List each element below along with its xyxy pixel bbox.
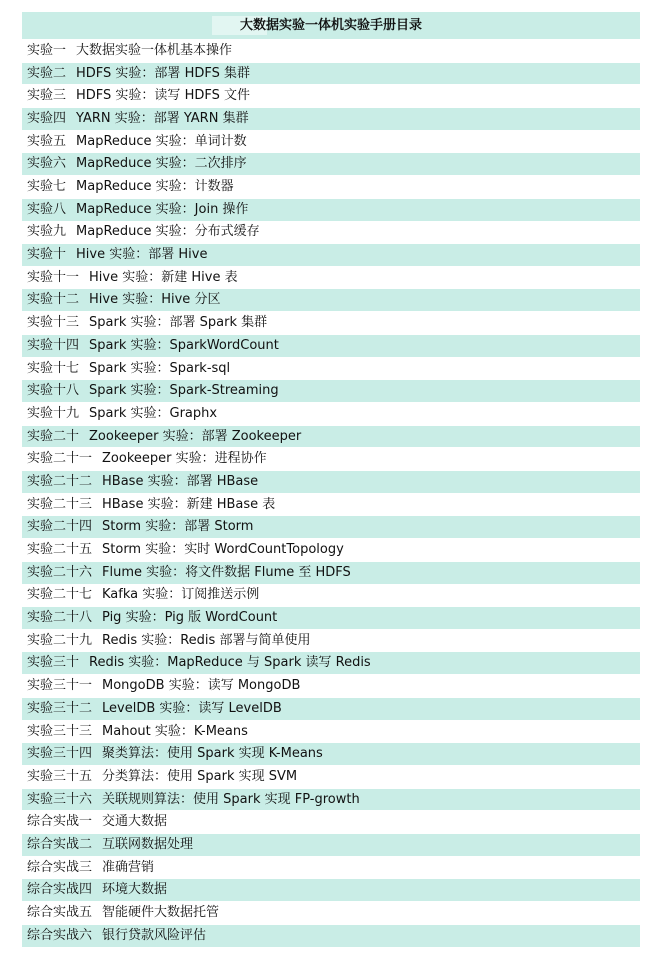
toc-row-text: Mahout 实验：K-Means (102, 723, 248, 739)
toc-row-number: 实验十四 (27, 337, 80, 353)
toc-row (22, 108, 640, 130)
toc-row (22, 471, 640, 493)
toc-row-text: HBase 实验：部署 HBase (102, 473, 259, 489)
toc-row-text: 聚类算法：使用 Spark 实现 K-Means (102, 746, 323, 762)
toc-row-text: MapReduce 实验：单词计数 (76, 133, 247, 149)
toc-row-number: 实验九 (27, 224, 67, 240)
toc-row (22, 380, 640, 402)
toc-row-number: 实验十八 (27, 383, 80, 399)
toc-row-text: 智能硬件大数据托管 (102, 905, 220, 921)
toc-row-text: Spark 实验：Spark-Streaming (89, 383, 279, 399)
toc-row-number: 实验六 (27, 156, 67, 172)
toc-row-text: Spark 实验：SparkWordCount (89, 337, 279, 353)
toc-row-text: Zookeeper 实验：部署 Zookeeper (89, 428, 302, 444)
toc-row-text: 互联网数据处理 (102, 836, 194, 852)
toc-row-number: 实验七 (27, 179, 67, 195)
toc-row-number: 实验二十 (27, 428, 80, 444)
toc-row-number: 综合实战一 (27, 814, 93, 830)
toc-row-text: LevelDB 实验：读写 LevelDB (102, 700, 282, 716)
toc-row (22, 630, 640, 652)
toc-row-text: 分类算法：使用 Spark 实现 SVM (102, 768, 298, 784)
toc-row (22, 335, 640, 357)
toc-row-text: HBase 实验：新建 HBase 表 (102, 496, 276, 512)
toc-row-number: 实验二十七 (27, 587, 93, 603)
toc-row-text: MapReduce 实验：分布式缓存 (76, 224, 260, 240)
toc-row-number: 综合实战三 (27, 859, 93, 875)
toc-row (22, 834, 640, 856)
toc-row (22, 721, 640, 743)
toc-row-number: 实验二十三 (27, 496, 93, 512)
toc-row-text: Zookeeper 实验：进程协作 (102, 451, 267, 467)
toc-row-text: HDFS 实验：读写 HDFS 文件 (76, 88, 250, 104)
toc-row-number: 实验十三 (27, 315, 80, 331)
toc-row-text: Hive 实验：新建 Hive 表 (89, 269, 238, 285)
toc-row-text: 银行贷款风险评估 (102, 927, 207, 943)
toc-row-number: 实验八 (27, 201, 67, 217)
toc-row-number: 综合实战五 (27, 905, 93, 921)
toc-row (22, 539, 640, 561)
toc-row-number: 实验五 (27, 133, 67, 149)
toc-row-number: 综合实战六 (27, 927, 93, 943)
toc-row (22, 743, 640, 765)
page-title: 大数据实验一体机实验手册目录 (239, 18, 422, 33)
toc-row-text: Kafka 实验：订阅推送示例 (102, 587, 260, 603)
toc-row (22, 607, 640, 629)
toc-row-number: 实验四 (27, 110, 67, 126)
toc-row (22, 267, 640, 289)
toc-row (22, 925, 640, 947)
toc-row-number: 实验二十六 (27, 564, 93, 580)
toc-row (22, 562, 640, 584)
toc-header (22, 12, 640, 39)
toc-row-text: MapReduce 实验：二次排序 (76, 156, 247, 172)
toc-row (22, 584, 640, 606)
toc-row (22, 652, 640, 674)
toc-row-text: 环境大数据 (102, 882, 168, 898)
toc-row (22, 494, 640, 516)
toc-row-text: Flume 实验：将文件数据 Flume 至 HDFS (102, 564, 351, 580)
toc-row (22, 675, 640, 697)
toc-row-text: 关联规则算法：使用 Spark 实现 FP-growth (102, 791, 360, 807)
toc-row (22, 766, 640, 788)
toc-row (22, 176, 640, 198)
toc-row-number: 实验十九 (27, 405, 80, 421)
toc-row (22, 40, 640, 62)
toc-row-text: YARN 实验：部署 YARN 集群 (76, 110, 249, 126)
toc-row-number: 实验十二 (27, 292, 80, 308)
toc-row (22, 312, 640, 334)
toc-row-text: Storm 实验：部署 Storm (102, 519, 254, 535)
toc-row-number: 实验三十 (27, 655, 80, 671)
toc-row-number: 实验三十五 (27, 768, 93, 784)
toc-row-text: Redis 实验：Redis 部署与简单使用 (102, 632, 311, 648)
toc-row-number: 实验二十八 (27, 610, 93, 626)
toc-row-number: 实验三十三 (27, 723, 93, 739)
toc-row-text: MapReduce 实验：Join 操作 (76, 201, 249, 217)
toc-row-number: 实验三十四 (27, 746, 93, 762)
toc-table (22, 12, 640, 947)
toc-row (22, 244, 640, 266)
toc-row-text: Pig 实验：Pig 版 WordCount (102, 610, 278, 626)
toc-row-number: 实验二十二 (27, 473, 93, 489)
toc-row (22, 221, 640, 243)
toc-row-text: Spark 实验：Graphx (89, 405, 218, 421)
toc-row-number: 综合实战四 (27, 882, 93, 898)
toc-row (22, 902, 640, 924)
toc-row-text: MapReduce 实验：计数器 (76, 179, 234, 195)
toc-row (22, 811, 640, 833)
toc-list (22, 40, 640, 947)
toc-row-text: HDFS 实验：部署 HDFS 集群 (76, 65, 250, 81)
toc-row (22, 199, 640, 221)
toc-row-number: 实验十 (27, 247, 67, 263)
toc-row-text: Hive 实验：部署 Hive (76, 247, 208, 263)
toc-row-text: Spark 实验：Spark-sql (89, 360, 231, 376)
toc-row-text: Storm 实验：实时 WordCountTopology (102, 542, 344, 558)
toc-row-number: 综合实战二 (27, 836, 93, 852)
toc-row-text: Spark 实验：部署 Spark 集群 (89, 315, 268, 331)
toc-row (22, 789, 640, 811)
toc-row-number: 实验三 (27, 88, 67, 104)
toc-row-number: 实验一 (27, 42, 67, 58)
toc-row-number: 实验三十二 (27, 700, 93, 716)
toc-row-text: 准确营销 (102, 859, 155, 875)
toc-row (22, 857, 640, 879)
toc-row-text: Hive 实验：Hive 分区 (89, 292, 221, 308)
toc-row (22, 879, 640, 901)
toc-row (22, 358, 640, 380)
toc-row (22, 289, 640, 311)
toc-row-number: 实验十一 (27, 269, 80, 285)
toc-row-text: 交通大数据 (102, 814, 168, 830)
toc-row (22, 85, 640, 107)
toc-row-number: 实验三十一 (27, 678, 93, 694)
toc-row-number: 实验二十一 (27, 451, 93, 467)
toc-row-text: 大数据实验一体机基本操作 (76, 42, 233, 58)
toc-row-number: 实验三十六 (27, 791, 93, 807)
toc-row (22, 698, 640, 720)
toc-row-text: MongoDB 实验：读写 MongoDB (102, 678, 301, 694)
toc-row-text: Redis 实验：MapReduce 与 Spark 读写 Redis (89, 655, 371, 671)
toc-row (22, 448, 640, 470)
toc-row (22, 131, 640, 153)
toc-row-number: 实验二十四 (27, 519, 93, 535)
toc-row (22, 516, 640, 538)
toc-row (22, 403, 640, 425)
toc-row (22, 153, 640, 175)
toc-row (22, 426, 640, 448)
toc-row (22, 63, 640, 85)
toc-row-number: 实验二十九 (27, 632, 93, 648)
toc-row-number: 实验十七 (27, 360, 80, 376)
toc-row-number: 实验二 (27, 65, 67, 81)
toc-row-number: 实验二十五 (27, 542, 93, 558)
